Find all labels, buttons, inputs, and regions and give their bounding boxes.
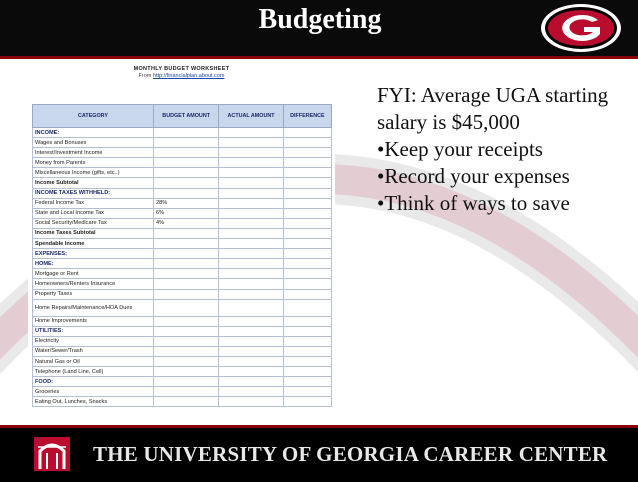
bullet-list [377, 82, 637, 217]
bullet-text: Record your expenses [384, 164, 570, 188]
table-row [33, 148, 332, 158]
column-header: DIFFERENCE [283, 105, 331, 128]
budget-cell [154, 336, 219, 346]
difference-cell [283, 208, 331, 218]
actual-cell [219, 138, 283, 148]
table-row [33, 279, 332, 289]
bullet-text: Keep your receipts [384, 137, 543, 161]
category-cell: Social Security/Medicare Tax [33, 218, 154, 228]
actual-cell [219, 178, 283, 188]
difference-cell [283, 326, 331, 336]
budget-cell [154, 299, 219, 316]
column-header: BUDGET AMOUNT [154, 105, 219, 128]
budget-cell [154, 397, 219, 407]
table-row [33, 259, 332, 269]
source-prefix: From [138, 73, 152, 79]
difference-cell [283, 377, 331, 387]
category-cell: Eating Out, Lunches, Snacks [33, 397, 154, 407]
actual-cell [219, 326, 283, 336]
difference-cell [283, 188, 331, 198]
budget-cell [154, 377, 219, 387]
difference-cell [283, 239, 331, 249]
bullet-marker: • [377, 191, 385, 215]
bullet-marker: • [377, 137, 385, 161]
worksheet-title: MONTHLY BUDGET WORKSHEET [133, 66, 230, 72]
budget-cell: 4% [154, 218, 219, 228]
category-cell: HOME: [33, 259, 154, 269]
uga-g-logo-icon [540, 3, 622, 53]
difference-cell [283, 198, 331, 208]
table-row [33, 228, 332, 238]
table-row [33, 397, 332, 407]
difference-cell [283, 316, 331, 326]
bullet-items [377, 136, 637, 217]
budget-cell: 6% [154, 208, 219, 218]
actual-cell [219, 397, 283, 407]
difference-cell [283, 228, 331, 238]
difference-cell [283, 367, 331, 377]
budget-cell [154, 269, 219, 279]
actual-cell [219, 356, 283, 366]
difference-cell [283, 269, 331, 279]
difference-cell [283, 336, 331, 346]
column-header: ACTUAL AMOUNT [219, 105, 283, 128]
budget-cell [154, 228, 219, 238]
column-header: CATEGORY [33, 105, 154, 128]
difference-cell [283, 158, 331, 168]
actual-cell [219, 218, 283, 228]
difference-cell [283, 259, 331, 269]
budget-cell [154, 148, 219, 158]
category-cell: FOOD: [33, 377, 154, 387]
worksheet-source [28, 73, 335, 80]
category-cell: INCOME TAXES WITHHELD: [33, 188, 154, 198]
table-row [33, 299, 332, 316]
table-row [33, 387, 332, 397]
budget-cell [154, 178, 219, 188]
worksheet-header [28, 66, 335, 80]
table-row [33, 326, 332, 336]
uga-arch-icon [30, 431, 74, 475]
actual-cell [219, 299, 283, 316]
fyi-text: FYI: Average UGA starting salary is $45,000 [377, 83, 609, 134]
category-cell: Income Taxes Subtotal [33, 228, 154, 238]
budget-cell [154, 188, 219, 198]
table-row [33, 158, 332, 168]
actual-cell [219, 198, 283, 208]
table-row [33, 128, 332, 138]
category-cell: State and Local Income Tax [33, 208, 154, 218]
budget-cell [154, 279, 219, 289]
actual-cell [219, 128, 283, 138]
budget-cell [154, 168, 219, 178]
category-cell: EXPENSES: [33, 249, 154, 259]
category-cell: Miscellaneous Income (gifts, etc..) [33, 168, 154, 178]
table-row [33, 316, 332, 326]
category-cell: Mortgage or Rent [33, 269, 154, 279]
actual-cell [219, 188, 283, 198]
budget-cell [154, 249, 219, 259]
category-cell: Home Improvements [33, 316, 154, 326]
difference-cell [283, 387, 331, 397]
category-cell: Groceries [33, 387, 154, 397]
difference-cell [283, 148, 331, 158]
table-row [33, 377, 332, 387]
table-row [33, 138, 332, 148]
bullet-item [377, 136, 637, 163]
actual-cell [219, 168, 283, 178]
difference-cell [283, 289, 331, 299]
table-row [33, 168, 332, 178]
table-row [33, 269, 332, 279]
table-row [33, 356, 332, 366]
actual-cell [219, 367, 283, 377]
table-row [33, 218, 332, 228]
table-row [33, 289, 332, 299]
category-cell: Electricity [33, 336, 154, 346]
actual-cell [219, 377, 283, 387]
difference-cell [283, 397, 331, 407]
category-cell: Wages and Bonuses [33, 138, 154, 148]
category-cell: Interest/Investment Income [33, 148, 154, 158]
actual-cell [219, 239, 283, 249]
budget-cell [154, 259, 219, 269]
difference-cell [283, 178, 331, 188]
table-row [33, 208, 332, 218]
category-cell: Homeowners/Renters Insurance [33, 279, 154, 289]
difference-cell [283, 299, 331, 316]
actual-cell [219, 148, 283, 158]
difference-cell [283, 279, 331, 289]
table-row [33, 336, 332, 346]
budget-cell [154, 316, 219, 326]
budget-cell [154, 138, 219, 148]
budget-cell [154, 239, 219, 249]
category-cell: INCOME: [33, 128, 154, 138]
table-row [33, 188, 332, 198]
budget-cell [154, 128, 219, 138]
budget-cell [154, 367, 219, 377]
budget-cell [154, 326, 219, 336]
slide-title: Budgeting [258, 4, 382, 35]
bullet-item [377, 190, 637, 217]
budget-cell [154, 387, 219, 397]
budget-cell: 28% [154, 198, 219, 208]
actual-cell [219, 289, 283, 299]
table-row [33, 239, 332, 249]
category-cell: Home Repairs/Maintenance/HOA Dues [33, 299, 154, 316]
actual-cell [219, 316, 283, 326]
category-cell: UTILITIES: [33, 326, 154, 336]
budget-worksheet [28, 62, 335, 424]
actual-cell [219, 249, 283, 259]
difference-cell [283, 168, 331, 178]
table-header-row [33, 105, 332, 128]
category-cell: Water/Sewer/Trash [33, 346, 154, 356]
budget-table [32, 104, 332, 407]
category-cell: Telephone (Land Line, Cell) [33, 367, 154, 377]
difference-cell [283, 138, 331, 148]
difference-cell [283, 346, 331, 356]
category-cell: Natural Gas or Oil [33, 356, 154, 366]
table-row [33, 178, 332, 188]
bullet-item [377, 163, 637, 190]
footer-text: THE UNIVERSITY OF GEORGIA CAREER CENTER [93, 442, 608, 466]
table-body [33, 128, 332, 407]
category-cell: Property Taxes [33, 289, 154, 299]
table-row [33, 198, 332, 208]
difference-cell [283, 249, 331, 259]
actual-cell [219, 387, 283, 397]
actual-cell [219, 279, 283, 289]
actual-cell [219, 346, 283, 356]
budget-cell [154, 346, 219, 356]
bullet-text: Think of ways to save [384, 191, 570, 215]
source-link[interactable]: http://financialplan.about.com [152, 73, 225, 79]
table-row [33, 249, 332, 259]
budget-cell [154, 289, 219, 299]
table-row [33, 367, 332, 377]
category-cell: Income Subtotal [33, 178, 154, 188]
actual-cell [219, 269, 283, 279]
category-cell: Federal Income Tax [33, 198, 154, 208]
bullet-marker: • [377, 164, 385, 188]
actual-cell [219, 228, 283, 238]
actual-cell [219, 259, 283, 269]
budget-cell [154, 356, 219, 366]
actual-cell [219, 208, 283, 218]
budget-cell [154, 158, 219, 168]
actual-cell [219, 336, 283, 346]
difference-cell [283, 356, 331, 366]
difference-cell [283, 128, 331, 138]
category-cell: Money from Parents [33, 158, 154, 168]
table-row [33, 346, 332, 356]
difference-cell [283, 218, 331, 228]
actual-cell [219, 158, 283, 168]
category-cell: Spendable Income [33, 239, 154, 249]
